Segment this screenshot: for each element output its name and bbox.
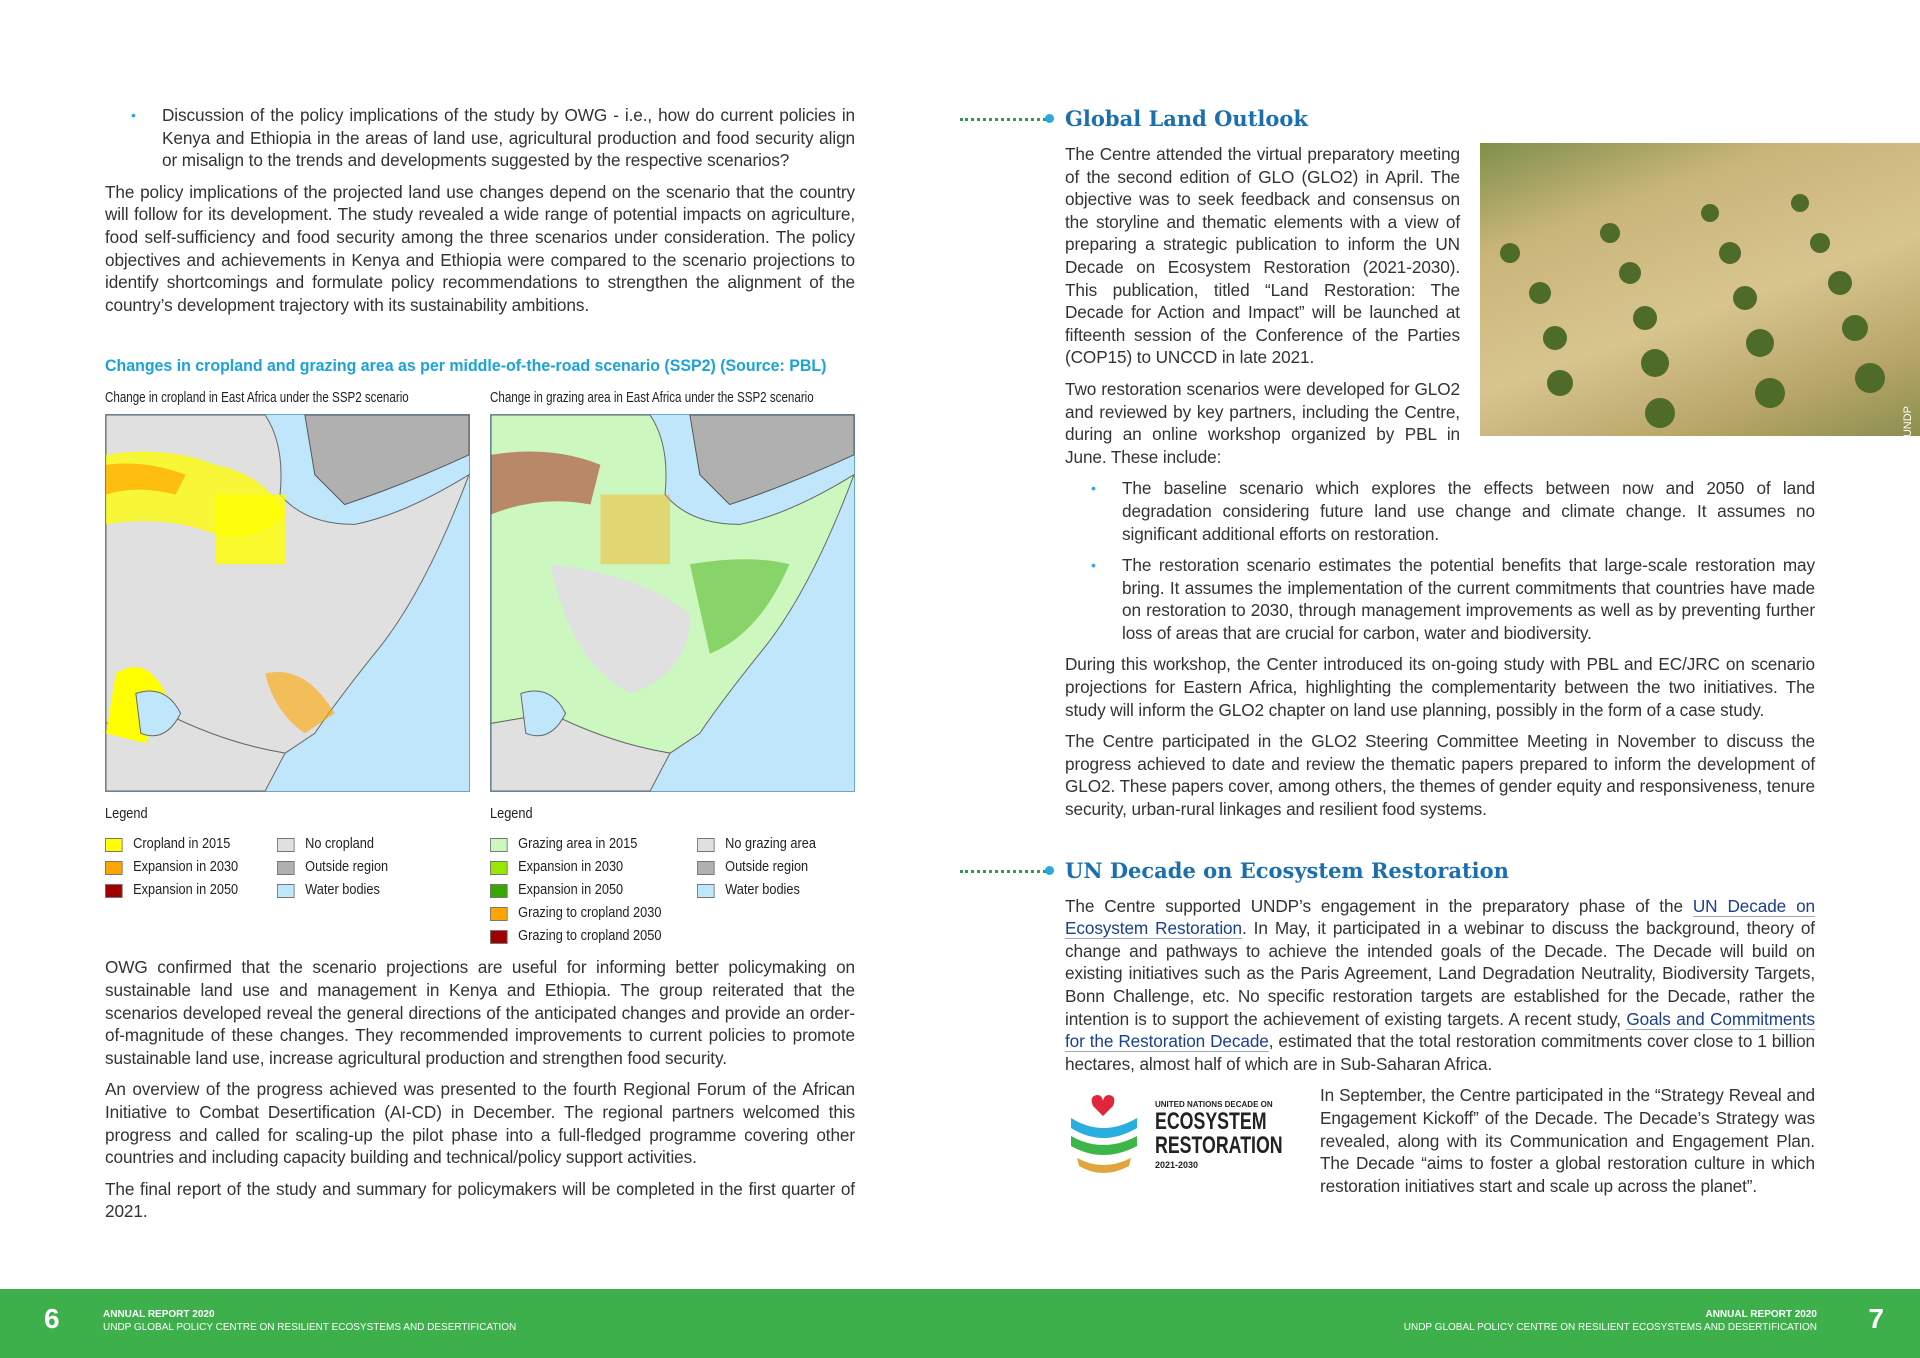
legend-item (105, 856, 238, 879)
legend-label: Expansion in 2030 (518, 859, 624, 876)
legend-label: Cropland in 2015 (133, 836, 231, 853)
bullet-text: The restoration scenario estimates the potential benefits that large-scale restoration may bring. It assumes the implementation of the current commitments that countries have made on restoration to 2030, through management improvements as well as by preventing further loss of areas that are crucial for carbon, water and biodiversity. (1122, 555, 1815, 643)
legend-item (277, 879, 388, 902)
legend-item (490, 902, 661, 925)
logo-line3: RESTORATION (1155, 1132, 1283, 1160)
legend-swatch (697, 861, 715, 875)
legend-item (490, 856, 661, 879)
legend-cropland (105, 806, 475, 951)
paragraph: During this workshop, the Center introduced its on-going study with PBL and EC/JRC on scenario projections for Eastern Africa, highlighting the complementarity between the two initiatives. The study will inform the GLO2 chapter on land use planning, possibly in the form of a case study. (1065, 654, 1815, 720)
page-number-left: 6 (44, 1303, 60, 1334)
scenario-bullet (1065, 477, 1815, 545)
legend-item (697, 879, 816, 902)
legend-label: Legend (105, 806, 148, 823)
legend-swatch (277, 884, 295, 898)
trees-illustration (1480, 143, 1920, 436)
text: , estimated that the total restoration commitments cover close to 1 billion hectares, almost half of which are in Sub-Saharan Africa. (1065, 1031, 1815, 1074)
strategy-block (1065, 1084, 1815, 1197)
section-heading-glo: Global Land Outlook (1065, 106, 1308, 131)
paragraph: The Centre attended the virtual preparatory meeting of the second edition of GLO (GLO2) in April. The objective was to seek feedback and consensus on the storyline and thematic elements with a view of preparing a strategic publication to inform the UN Decade on Ecosystem Restoration (2021-2030). This publication, titled “Land Restoration: The Decade for Action and Impact” will be launched at fifteenth session of the Conference of the Parties (COP15) to UNCCD in late 2021. (1065, 144, 1460, 368)
footer-report-right: ANNUAL REPORT 2020 (1705, 1309, 1817, 1320)
footer-org-right: UNDP GLOBAL POLICY CENTRE ON RESILIENT ECOSYSTEMS AND DESERTIFICATION (1403, 1322, 1817, 1333)
legend-label: Grazing area in 2015 (518, 836, 638, 853)
section-header-un-decade (1065, 857, 1815, 889)
grazing-map (490, 414, 855, 792)
legend-swatch (697, 884, 715, 898)
text: . In May, it participated in a webinar to discuss the background, theory of change and pathways to achieve the intended goals of the Decade. The Decade will build on existing initiatives such as the Paris Agreement, Land Degradation Neutrality, Biodiversity Targets, Bonn Challenge, etc. No specific restoration targets are established for the Decade, rather the intention is to support the achievement of existing targets. A recent study, (1065, 918, 1815, 1029)
legend-item (697, 833, 816, 856)
legend-swatch (105, 884, 123, 898)
legend-swatch (490, 907, 508, 921)
legend-label: Water bodies (725, 882, 800, 899)
legend-label: Expansion in 2050 (518, 882, 624, 899)
paragraph (1065, 895, 1815, 1076)
legend-grazing (490, 806, 855, 951)
page-number-right: 7 (1868, 1303, 1884, 1334)
left-column (105, 104, 855, 1223)
paragraph: The Centre participated in the GLO2 Steering Committee Meeting in November to discuss the progress achieved to date and review the thematic papers prepared to inform the development of GLO2. These papers cover, among others, the themes of gender equity and responsiveness, tenure security, urban-rural linkages and resilient food systems. (1065, 731, 1815, 820)
bullet-text: The baseline scenario which explores the effects between now and 2050 of land degradation considering future land use change and climate change. It assumes no significant additional efforts on restoration. (1122, 478, 1815, 544)
figure-title: Changes in cropland and grazing area as per middle-of-the-road scenario (SSP2) (Source: PBL) (105, 356, 827, 376)
legend-swatch (277, 861, 295, 875)
legend-label: Water bodies (305, 882, 380, 899)
legend-swatch (490, 838, 508, 852)
legend-label: No grazing area (725, 836, 816, 853)
paragraph: OWG confirmed that the scenario projections are useful for informing better policymaking on sustainable land use and management in Kenya and Ethiopia. The group reiterated that the scenarios developed reveal the general directions of the anticipated changes and provide an order-of-magnitude of these changes. They recommended improvements to current policies to promote sustainable land use, increase agricultural production and strengthen food security. (105, 957, 855, 1068)
legend-label: Grazing to cropland 2030 (518, 905, 662, 922)
legend-swatch (697, 838, 715, 852)
legend-label: Outside region (725, 859, 809, 876)
section-header-glo (1065, 105, 1815, 137)
legend-item (490, 879, 661, 902)
olive-grove-photo (1480, 143, 1920, 473)
figure (105, 356, 855, 956)
legend-item (490, 925, 661, 948)
legend-label: Expansion in 2030 (133, 859, 239, 876)
logo-line4: 2021-2030 (1155, 1160, 1199, 1171)
footer-report-left: ANNUAL REPORT 2020 (103, 1309, 215, 1320)
un-decade-logo (1065, 1086, 1295, 1178)
paragraph: In September, the Centre participated in the “Strategy Reveal and Engagement Kickoff” of the Decade. The Decade’s Strategy was revealed, along with its Communication and Engagement Plan. The Decade “aims to foster a global restoration culture in which restoration initiatives start and scale up across the planet”. (1320, 1085, 1815, 1196)
legend-swatch (490, 861, 508, 875)
paragraph: The final report of the study and summary for policymakers will be completed in the first quarter of 2021. (105, 1178, 855, 1222)
paragraph: An overview of the progress achieved was presented to the fourth Regional Forum of the African Initiative to Combat Desertification (AI-CD) in December. The regional partners welcomed this progress and called for scaling-up the pilot phase into a full-fledged programme covering other countries and including capacity building and technical/policy support activities. (105, 1079, 855, 1168)
photo-credit: Photo: UNDP (1902, 406, 1914, 473)
heading-dots (960, 870, 1052, 873)
logo-waves-icon (1065, 1086, 1145, 1176)
cropland-map (105, 414, 470, 792)
goals-commitments-link[interactable]: Goals and Commitments for the Restoration Decade (1065, 1008, 1815, 1052)
legend-label: Expansion in 2050 (133, 882, 239, 899)
policy-bullet (105, 104, 855, 172)
legend-label: Outside region (305, 859, 389, 876)
legend-item (105, 833, 238, 856)
un-decade-link[interactable]: UN Decade on Ecosystem Restoration (1065, 895, 1815, 939)
legend-swatch (490, 930, 508, 944)
text: The Centre supported UNDP’s engagement in the preparatory phase of the (1065, 895, 1693, 916)
legend-item (490, 833, 661, 856)
legend-label: Grazing to cropland 2050 (518, 928, 662, 945)
legend-item (277, 856, 388, 879)
paragraph: The policy implications of the projected land use changes depend on the scenario that the country will follow for its development. The study revealed a wide range of potential impacts on agriculture, food self-sufficiency and food security among the three scenarios under consideration. The policy objectives and achievements in Kenya and Ethiopia were compared to the scenario projections to identify shortcomings and formulate policy recommendations to strengthen the alignment of the country’s development trajectory with its sustainability ambitions. (105, 181, 855, 315)
heading-dot (1045, 866, 1054, 875)
legend-swatch (277, 838, 295, 852)
map-title-grazing: Change in grazing area in East Africa under the SSP2 scenario (490, 390, 814, 407)
legend-label: No cropland (305, 836, 374, 853)
legend-swatch (105, 838, 123, 852)
logo-line2: ECOSYSTEM (1155, 1108, 1267, 1136)
legend-item (697, 856, 816, 879)
legend-item (105, 879, 238, 902)
paragraph: Two restoration scenarios were developed for GLO2 and reviewed by key partners, including the Centre, during an online workshop organized by PBL in June. These include: (1065, 378, 1460, 467)
map-title-cropland: Change in cropland in East Africa under the SSP2 scenario (105, 390, 409, 407)
footer (0, 1289, 1920, 1358)
legend-label: Legend (490, 806, 533, 823)
bullet-text: Discussion of the policy implications of the study by OWG - i.e., how do current policies in Kenya and Ethiopia in the areas of land use, agricultural production and food security align or misalign to the trends and developments suggested by the respective scenarios? (162, 105, 855, 171)
heading-dots (960, 118, 1052, 121)
legend-swatch (105, 861, 123, 875)
scenario-bullet (1065, 554, 1815, 644)
footer-org-left: UNDP GLOBAL POLICY CENTRE ON RESILIENT ECOSYSTEMS AND DESERTIFICATION (103, 1322, 517, 1333)
legend-item (277, 833, 388, 856)
right-column (1065, 105, 1914, 1197)
heading-dot (1045, 114, 1054, 123)
legend-swatch (490, 884, 508, 898)
section-heading-un-decade: UN Decade on Ecosystem Restoration (1065, 857, 1509, 883)
logo-line1: UNITED NATIONS DECADE ON (1155, 1100, 1273, 1110)
